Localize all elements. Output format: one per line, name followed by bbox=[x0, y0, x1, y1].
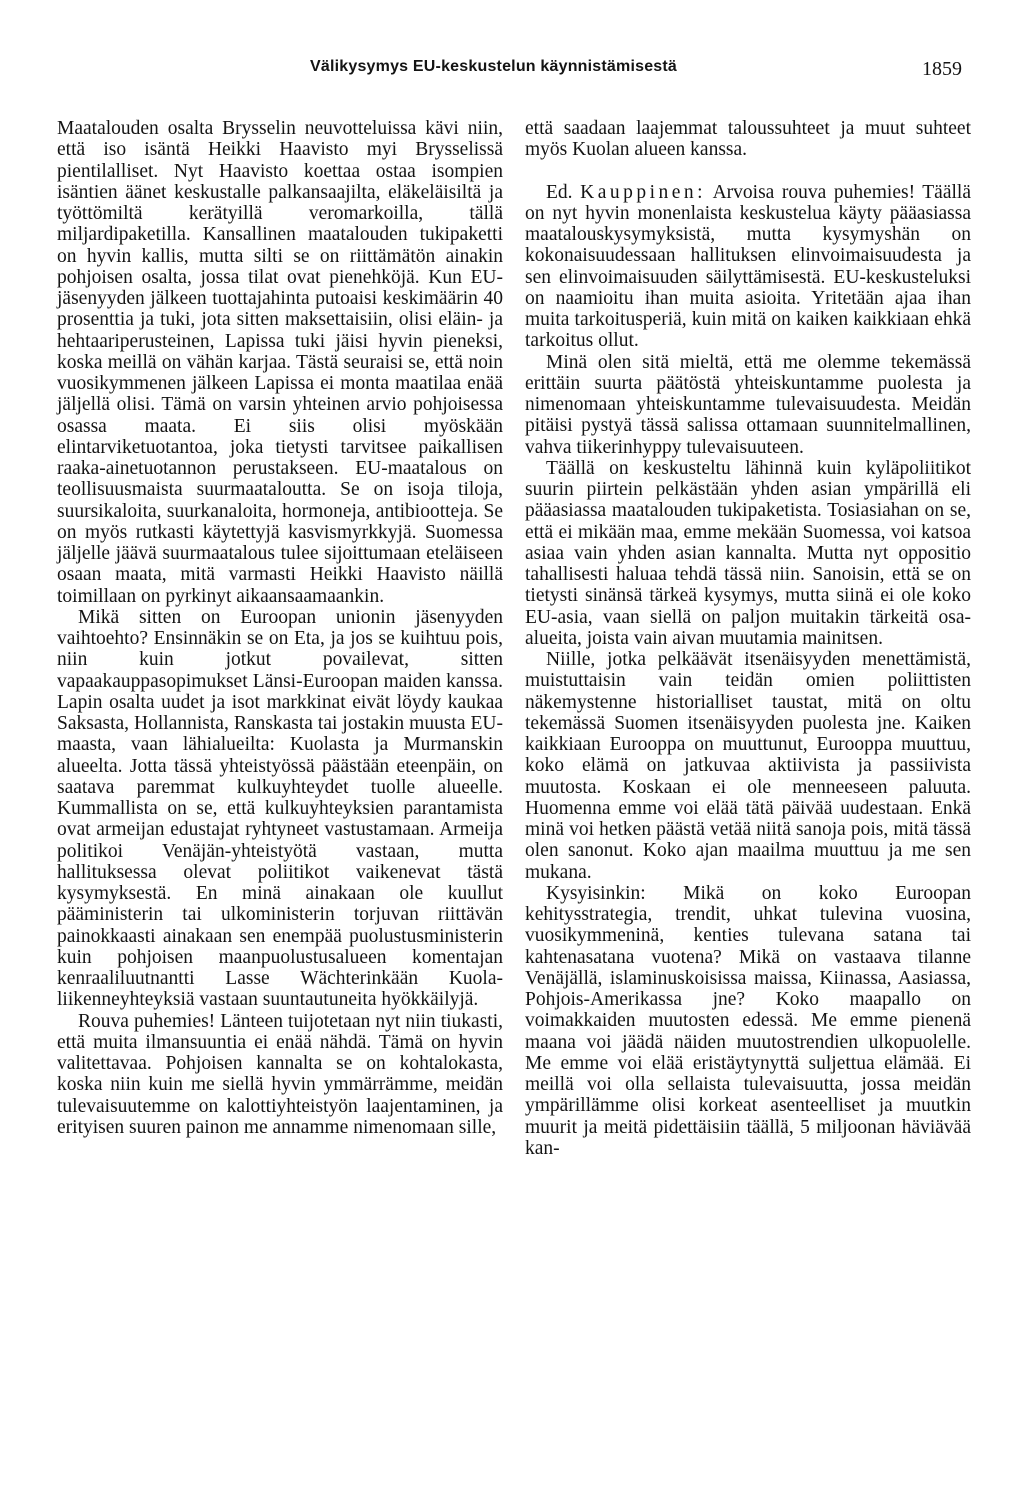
speaker-paragraph bbox=[525, 182, 971, 352]
right-paragraph-1: että saadaan laajemmat taloussuhteet ja muut suhteet myös Kuolan alueen kanssa. bbox=[525, 118, 971, 161]
speaker-name: Kauppinen: bbox=[580, 181, 707, 203]
right-column bbox=[525, 118, 971, 1159]
right-paragraph-5: Niille, jotka pelkäävät itsenäisyyden menettämistä, muistuttaisin vain teidän omien poliittisten näkemystenne historialliset taustat, mitä on oltu tekemässä Suomen itsenäisyyden puolesta jne. Kaiken kaikkiaan Eurooppa on muuttunut, Eurooppa muuttuu, koko elämä on jatkuvaa aktiivista ja passiivista muutosta. Koskaan ei ole menneeseen paluuta. Huomenna emme voi elää tätä päivää uudestaan. Enkä minä voi hetken päästä vetää niitä sanoja pois, mitä tässä olen sanonut. Koko ajan maailma muuttuu ja me sen mukana. bbox=[525, 649, 971, 883]
page-number: 1859 bbox=[922, 58, 962, 80]
left-paragraph-1: Maatalouden osalta Brysselin neuvotteluissa kävi niin, että iso isäntä Heikki Haavisto myi Brysselissä pientilalliset. Nyt Haavisto koettaa ostaa isompien isäntien äänet keskustalle palkansaajilta, eläkeläisiltä ja työttömiltä kerätyillä veromarkoilla, tällä miljardipaketilla. Kansallinen maatalouden tukipaketti on hyvin kallis, mutta silti se on riittämätön ainakin pohjoisen osalta, jossa tilat ovat pienehköjä. Kun EU-jäsenyyden jälkeen tuottajahinta putoaisi keskimäärin 40 prosenttia ja tuki, jota sitten maksettaisiin, olisi eläin- ja hehtaariperusteinen, Lapissa tuki jäisi hyvin pieneksi, koska meillä on vähän karjaa. Tästä seuraisi se, että noin vuosikymmenen jälkeen Lapissa ei monta maatilaa enää jäljellä olisi. Tämä on varsin yhteinen arvio pohjoisessa osassa maata. Ei siis olisi myöskään elintarviketuotantoa, joka tietysti tarvitsee paikallisen raaka-ainetuotannon perustakseen. EU-maatalous on teollisuusmaista suurmaataloutta. Se on isoja tiloja, suursikaloita, suurkanaloita, hormoneja, antibiootteja. Se on myös rutkasti käytettyjä kasvismyrkkyjä. Suomessa jäljelle jäävä suurmaatalous tulee sijoittumaan eteläiseen osaan maata, mitä varmasti Heikki Haavisto näillä toimillaan on pyrkinyt aikaansaamaankin. bbox=[57, 118, 503, 607]
left-paragraph-2: Mikä sitten on Euroopan unionin jäsenyyden vaihtoehto? Ensinnäkin se on Eta, ja jos se kuihtuu pois, niin kuin jotkut povailevat, sitten vapaakauppasopimukset Länsi-Euroopan maiden kanssa. Lapin osalta uudet ja isot markkinat eivät löydy kaukaa Saksasta, Hollannista, Ranskasta tai jostakin muusta EU-maasta, vaan lähialueilta: Kuolasta ja Murmanskin alueelta. Jotta tässä yhteistyössä päästään eteenpäin, on saatava paremmat kulkuyhteydet tuolle alueelle. Kummallista on se, että kulkuyhteyksien parantamista ovat armeijan edustajat ryhtyneet vastustamaan. Armeija politikoi Venäjän-yhteistyötä vastaan, mutta hallituksessa olevat poliitikot vaikenevat tästä kysymyksestä. En minä ainakaan ole kuullut pääministerin tai ulkoministerin torjuvan riittävän painokkaasti ainakaan sen enempää puolustusministerin kuin pohjoisen maanpuolustusalueen komentajan kenraaliluutnantti Lasse Wächterinkään Kuola-liikenneyhteyksiä vastaan suuntautuneita hyökkäilyjä. bbox=[57, 606, 503, 1011]
left-paragraph-3: Rouva puhemies! Länteen tuijotetaan nyt niin tiukasti, että muita ilmansuuntia ei enää nähdä. Tämä on hyvin valitettavaa. Pohjoisen kannalta se on kohtalokasta, koska niin kuin me siellä hyvin ymmärrämme, meidän tulevaisuutemme on kalottiyhteistyön laajentaminen, ja erityisen suuren painon me annamme nimenomaan sille, bbox=[57, 1010, 503, 1138]
right-paragraph-6: Kysyisinkin: Mikä on koko Euroopan kehitysstrategia, trendit, uhkat tulevina vuosina, vuosikymmeninä, kenties tulevana satana tai kahtenasatana vuotena? Mikä on vastaava tilanne Venäjällä, islaminuskoisissa maissa, Kiinassa, Aasiassa, Pohjois-Amerikassa jne? Koko maapallo on voimakkaiden muutosten edessä. Me emme pienenä maana voi jäädä näiden muutostrendien ulkopuolelle. Me emme voi elää eristäytynyttä suljettua elämää. Ei meillä voi olla sellaista tulevaisuutta, jossa meidän ympärillämme olisi korkeat asenteelliset ja muutkin muurit ja meitä pidettäisiin täällä, 5 miljoonan häviävää kan- bbox=[525, 882, 971, 1159]
page-header bbox=[0, 58, 1024, 88]
right-paragraph-3: Minä olen sitä mieltä, että me olemme tekemässä erittäin suurta päätöstä yhteiskuntamme puolesta ja nimenomaan yhteiskuntamme tulevaisuudesta. Meidän pitäisi pystyä tässä salissa ottamaan suunnitelmallinen, vahva tiikerinhyppy tulevaisuuteen. bbox=[525, 351, 971, 458]
speaker-paragraph-text: Arvoisa rouva puhemies! Täällä on nyt hyvin monenlaista keskustelua käyty pääasiassa maatalouskysymyksistä, mutta kysymyshän on kokonaisuudessaan hallituksen elinvoimaisuudesta ja sen elinvoimaisuuden säilyttämisestä. EU-keskusteluksi on naamioitu ihan muita asioita. Yritetään ajaa ihan muita tarkoitusperiä, kuin mitä on kaiken kaikkiaan ehkä tarkoitus ollut. bbox=[525, 181, 971, 352]
left-column bbox=[57, 118, 503, 1138]
running-title: Välikysymys EU-keskustelun käynnistämisestä bbox=[310, 58, 678, 75]
right-paragraph-4: Täällä on keskusteltu lähinnä kuin kyläpoliitikot suurin piirtein pelkästään yhden asian ympärillä eli pääasiassa maatalouden tukipaketista. Tosiasiahan on se, että ei mikään maa, emme mekään Suomessa, voi katsoa asiaa vain yhden asian kannalta. Mutta nyt oppositio tahallisesti haluaa tehdä tässä niin. Sanoisin, että se on tietysti sinänsä tärkeä kysymys, mutta siinä ei ole koko EU-asia, vaan siellä on paljon muitakin tärkeitä osa-alueita, joista vain aivan muutamia mainitsen. bbox=[525, 457, 971, 649]
speaker-prefix: Ed. bbox=[546, 181, 573, 203]
